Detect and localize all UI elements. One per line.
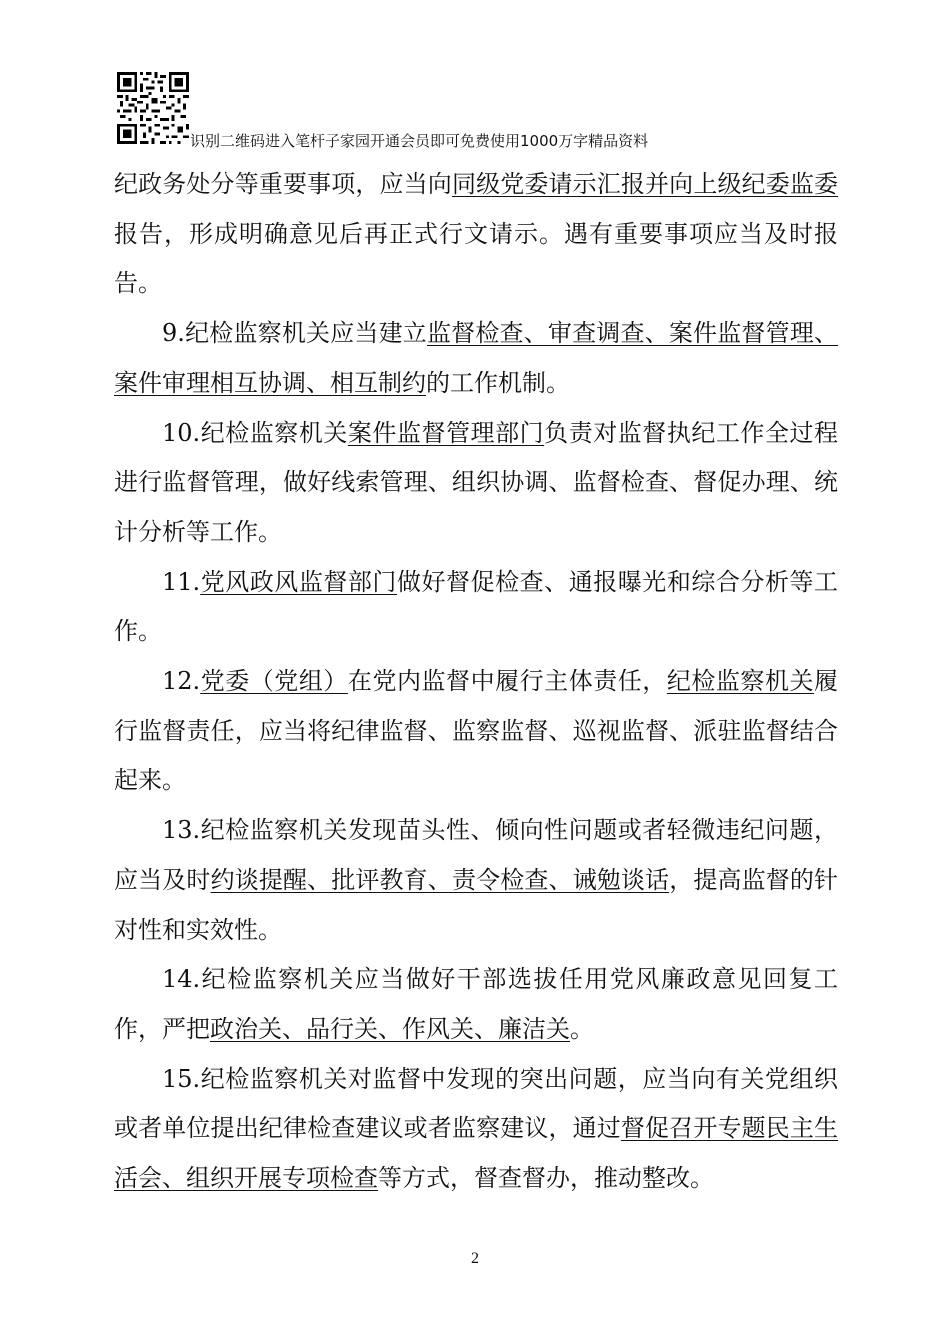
paragraph (114, 1055, 838, 1204)
paragraph (114, 806, 838, 955)
underlined-text: 政治关、品行关、作风关、廉洁关 (210, 1014, 570, 1043)
document-body (114, 160, 838, 1204)
paragraph-text: 等方式，督查督办，推动整改。 (378, 1164, 714, 1193)
underlined-text: 同级党委请示汇报并向上级纪委监委 (451, 170, 839, 198)
paragraph (114, 657, 838, 806)
paragraph-text: 11. (162, 567, 201, 596)
paragraph (114, 309, 838, 408)
paragraph (114, 160, 838, 309)
paragraph (114, 558, 838, 657)
paragraph (114, 955, 838, 1054)
page-number: 2 (471, 1250, 479, 1267)
paragraph-text: 13.纪检监察机关发现苗头性、倾向性问题或者轻微违纪问题，应当及时 (114, 816, 838, 894)
underlined-text: 案件监督管理部门 (347, 418, 545, 447)
paragraph (114, 409, 838, 558)
paragraph-text: 的工作机制。 (426, 368, 570, 397)
paragraph-text: 9.纪检监察机关应当建立 (162, 319, 427, 348)
paragraph-text: 。 (570, 1014, 594, 1043)
paragraph-text: 履行监督责任，应当将纪律监督、监察监督、巡视监督、派驻监督结合起来。 (114, 667, 839, 795)
underlined-text: 党风政风监督部门 (200, 567, 397, 596)
underlined-text: 纪检监察机关 (666, 667, 815, 696)
underlined-text: 督促召开专题民主生活会、组织开展专项检查 (114, 1114, 839, 1193)
paragraph-text: 在党内监督中履行主体责任， (347, 667, 667, 696)
paragraph-text: 报告，形成明确意见后再正式行文请示。遇有重要事项应当及时报告。 (114, 219, 838, 298)
underlined-text: 党委（党组） (200, 667, 348, 696)
paragraph-text: ，提高监督的针对性和实效性。 (114, 865, 839, 944)
paragraph-text: 15.纪检监察机关对监督中发现的突出问题，应当向有关党组织或者单位提出纪律检查建议或者监察建议，通过 (114, 1064, 838, 1143)
underlined-text: 约谈提醒、批评教育、责令检查、诫勉谈话 (210, 865, 670, 894)
qr-code-icon[interactable] (116, 72, 190, 144)
paragraph-text: 负责对监督执纪工作全过程进行监督管理，做好线索管理、组织协调、监督检查、督促办理、统计分析等工作。 (114, 418, 839, 546)
paragraph-text: 14.纪检监察机关应当做好干部选拔任用党风廉政意见回复工作，严把 (114, 965, 838, 1043)
paragraph-text: 做好督促检查、通报曝光和综合分析等工作。 (114, 567, 839, 646)
paragraph-text: 纪政务处分等重要事项，应当向 (114, 170, 452, 198)
paragraph-text: 12. (162, 667, 201, 696)
underlined-text: 监督检查、审查调查、案件监督管理、案件审理相互协调、相互制约 (114, 319, 839, 397)
promo-text: 识别二维码进入笔杆子家园开通会员即可免费使用1000万字精品资料 (190, 132, 649, 150)
paragraph-text: 10.纪检监察机关 (162, 418, 348, 447)
